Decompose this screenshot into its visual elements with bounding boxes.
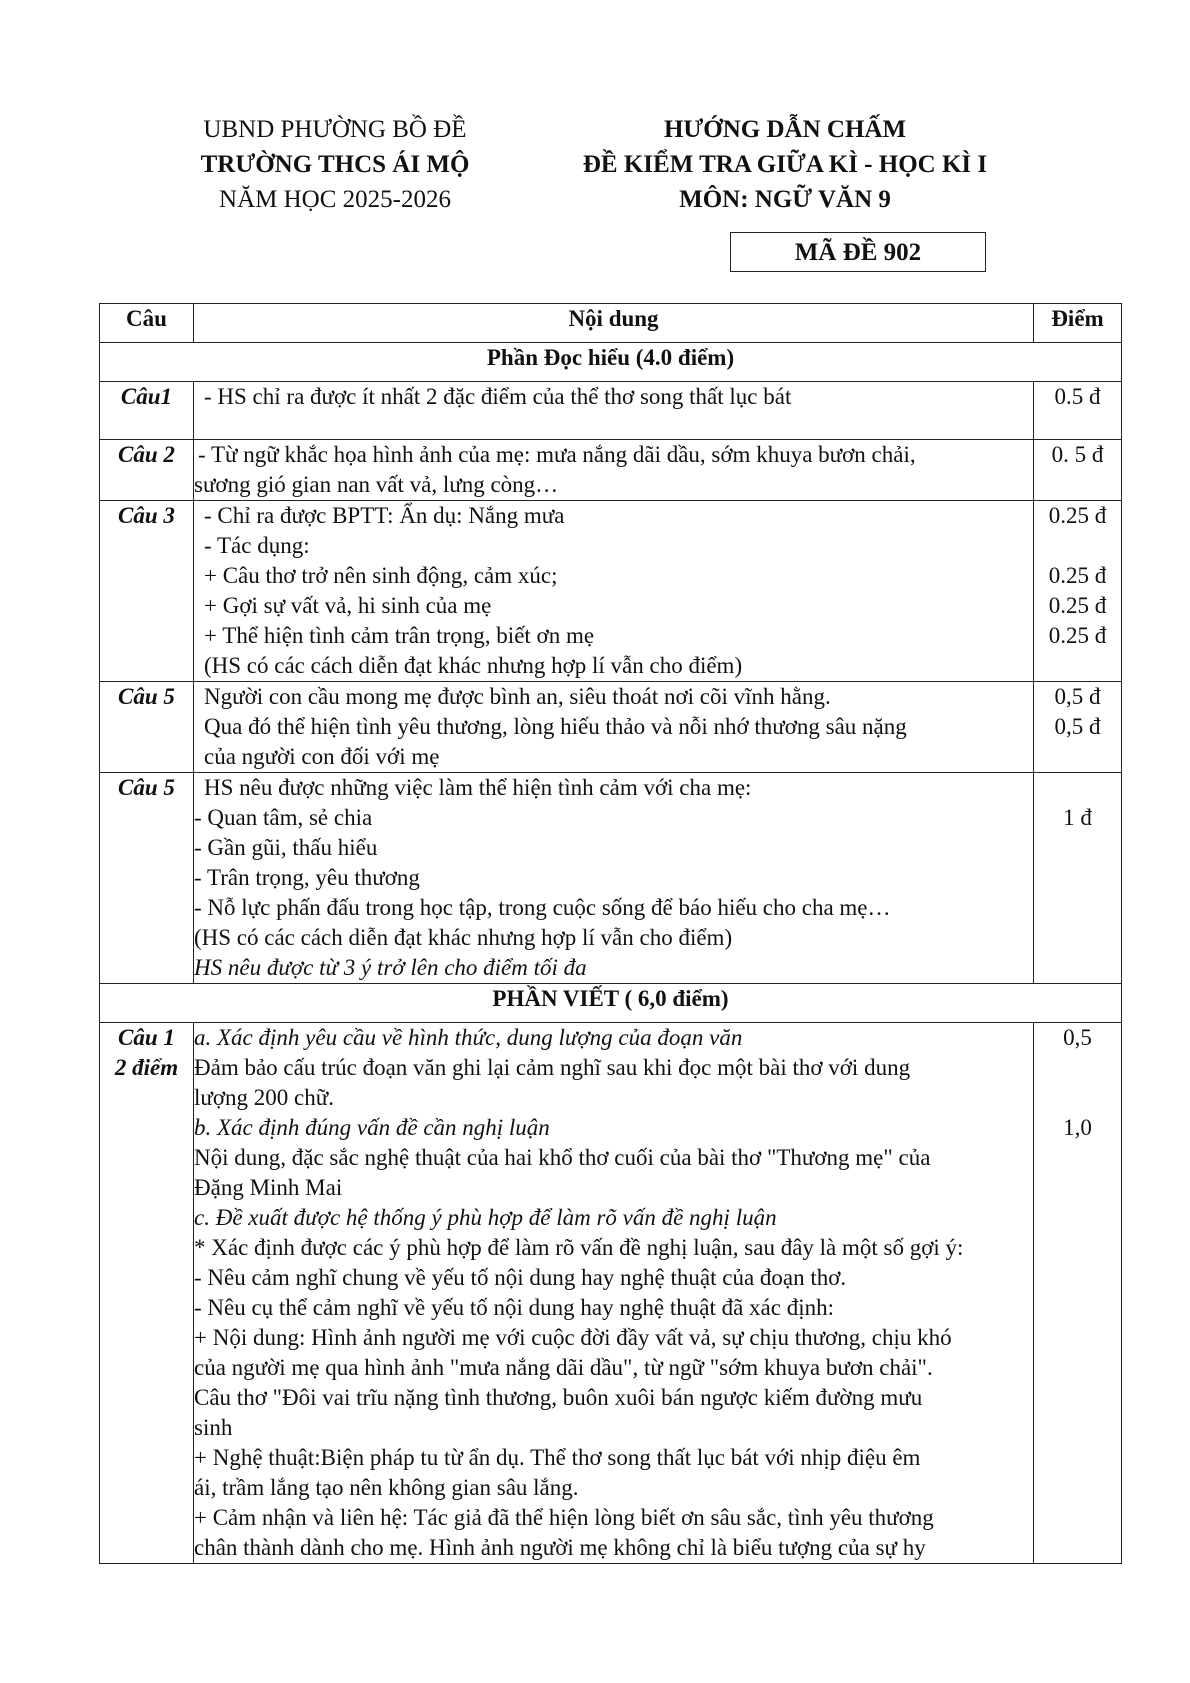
content-line: - Nêu cảm nghĩ chung về yếu tố nội dung hay nghệ thuật của đoạn thơ.: [194, 1265, 847, 1290]
content-line: sinh: [194, 1415, 233, 1440]
points-cell: [1034, 382, 1122, 440]
points-value: 0. 5 đ: [1051, 442, 1104, 467]
content-line: ái, trầm lắng tạo nên không gian sâu lắng.: [194, 1475, 579, 1500]
table-header-row: [100, 304, 1122, 343]
content-line: a. Xác định yêu cầu về hình thức, dung lượng của đoạn văn: [194, 1025, 743, 1050]
content-line: của người mẹ qua hình ảnh "mưa nắng dãi dầu", từ ngữ "sớm khuya bươn chải".: [194, 1355, 933, 1380]
content-line: Qua đó thể hiện tình yêu thương, lòng hiếu thảo và nỗi nhớ thương sâu nặng: [204, 714, 907, 739]
content-line: chân thành dành cho mẹ. Hình ảnh người mẹ không chỉ là biểu tượng của sự hy: [194, 1535, 926, 1560]
answer-content: [194, 382, 1034, 440]
content-line: HS nêu được từ 3 ý trở lên cho điểm tối đa: [194, 955, 587, 980]
content-line: của người con đối với mẹ: [204, 744, 440, 769]
content-line: * Xác định được các ý phù hợp để làm rõ vấn đề nghị luận, sau đây là một số gợi ý:: [194, 1235, 964, 1260]
question-label: Câu1: [100, 382, 194, 440]
content-line: Nội dung, đặc sắc nghệ thuật của hai khổ thơ cuối của bài thơ "Thương mẹ" của: [194, 1145, 931, 1170]
answer-content: [194, 773, 1034, 984]
school-name: TRƯỜNG THCS ÁI MỘ: [200, 151, 470, 178]
points-value: 0.25 đ: [1048, 503, 1107, 528]
table-row: [100, 382, 1122, 440]
exam-title: ĐỀ KIỂM TRA GIỮA KÌ - HỌC KÌ I: [582, 151, 988, 178]
question-label: [100, 1023, 194, 1564]
content-line: (HS có các cách diễn đạt khác nhưng hợp lí vẫn cho điểm): [204, 653, 743, 678]
content-line: - HS chỉ ra được ít nhất 2 đặc điểm của thể thơ song thất lục bát: [204, 384, 792, 409]
points-cell: [1034, 440, 1122, 501]
points-value: 0.5 đ: [1054, 384, 1101, 409]
table-row: [100, 501, 1122, 682]
question-number: Câu 1: [118, 1025, 175, 1050]
subject-title: MÔN: NGỮ VĂN 9: [679, 186, 891, 213]
doc-title: HƯỚNG DẪN CHẤM: [663, 116, 907, 143]
points-value: 0.25 đ: [1048, 623, 1107, 648]
points-value: 1 đ: [1063, 805, 1092, 830]
content-line: Người con cầu mong mẹ được bình an, siêu thoát nơi cõi vĩnh hằng.: [204, 684, 831, 709]
content-line: + Nội dung: Hình ảnh người mẹ với cuộc đời đầy vất vả, sự chịu thương, chịu khó: [194, 1325, 952, 1350]
points-cell: [1034, 682, 1122, 773]
content-line: lượng 200 chữ.: [194, 1085, 334, 1110]
content-line: + Thể hiện tình cảm trân trọng, biết ơn mẹ: [204, 623, 595, 648]
points-value: 1,0: [1063, 1115, 1092, 1140]
section-writing-title: PHẦN VIẾT ( 6,0 điểm): [100, 984, 1122, 1023]
table-row: [100, 773, 1122, 984]
content-line: HS nêu được những việc làm thể hiện tình cảm với cha mẹ:: [204, 775, 752, 800]
header-left: [150, 112, 520, 217]
question-points: 2 điểm: [114, 1055, 179, 1080]
question-label: Câu 5: [100, 773, 194, 984]
section-reading-title: Phần Đọc hiểu (4.0 điểm): [100, 343, 1122, 382]
points-value: 0,5 đ: [1054, 714, 1101, 739]
content-line: - Trân trọng, yêu thương: [194, 865, 420, 890]
content-line: - Nêu cụ thể cảm nghĩ về yếu tố nội dung hay nghệ thuật đã xác định:: [194, 1295, 834, 1320]
content-line: sương gió gian nan vất vả, lưng còng…: [194, 472, 559, 497]
school-year: NĂM HỌC 2025-2026: [219, 186, 451, 213]
table-row: [100, 682, 1122, 773]
content-line: Đặng Minh Mai: [194, 1175, 343, 1200]
question-label: Câu 3: [100, 501, 194, 682]
answer-content: [194, 440, 1034, 501]
question-label: Câu 2: [100, 440, 194, 501]
answer-content: [194, 682, 1034, 773]
points-value: [1034, 1083, 1121, 1113]
col-header-content: Nội dung: [194, 304, 1034, 343]
content-line: - Từ ngữ khắc họa hình ảnh của mẹ: mưa nắng dãi dầu, sớm khuya bươn chải,: [198, 442, 916, 467]
table-row: [100, 1023, 1122, 1564]
content-line: + Gợi sự vất vả, hi sinh của mẹ: [204, 593, 492, 618]
content-line: + Câu thơ trở nên sinh động, cảm xúc;: [204, 563, 558, 588]
content-line: Đảm bảo cấu trúc đoạn văn ghi lại cảm nghĩ sau khi đọc một bài thơ với dung: [194, 1055, 911, 1080]
content-line: c. Đề xuất được hệ thống ý phù hợp để làm rõ vấn đề nghị luận: [194, 1205, 777, 1230]
content-line: Câu thơ "Đôi vai trĩu nặng tình thương, buôn xuôi bán ngược kiếm đường mưu: [194, 1385, 923, 1410]
section-writing-row: [100, 984, 1122, 1023]
district-name: UBND PHƯỜNG BỒ ĐỀ: [203, 116, 467, 143]
col-header-question: Câu: [100, 304, 194, 343]
section-reading-row: [100, 343, 1122, 382]
points-value: [1034, 531, 1121, 561]
content-line: + Nghệ thuật:Biện pháp tu từ ẩn dụ. Thể thơ song thất lục bát với nhịp điệu êm: [194, 1445, 921, 1470]
content-line: + Cảm nhận và liên hệ: Tác giả đã thể hiện lòng biết ơn sâu sắc, tình yêu thương: [194, 1505, 934, 1530]
points-value: 0,5 đ: [1054, 684, 1101, 709]
points-value: 0.25 đ: [1048, 563, 1107, 588]
content-line: - Nỗ lực phấn đấu trong học tập, trong cuộc sống để báo hiếu cho cha mẹ…: [194, 895, 891, 920]
points-cell: [1034, 501, 1122, 682]
points-value: [1034, 1053, 1121, 1083]
exam-code-box: MÃ ĐỀ 902: [730, 232, 986, 272]
header-right: [545, 112, 1025, 217]
content-line: b. Xác định đúng vấn đề cần nghị luận: [194, 1115, 550, 1140]
points-value: 0,5: [1063, 1025, 1092, 1050]
points-value: 0.25 đ: [1048, 593, 1107, 618]
answer-content: [194, 501, 1034, 682]
content-line: - Tác dụng:: [204, 533, 310, 558]
grading-table: [99, 303, 1122, 1564]
question-label: Câu 5: [100, 682, 194, 773]
content-line: - Chỉ ra được BPTT: Ẩn dụ: Nắng mưa: [204, 503, 565, 528]
content-line: (HS có các cách diễn đạt khác nhưng hợp lí vẫn cho điểm): [194, 925, 733, 950]
content-line: - Quan tâm, sẻ chia: [194, 805, 373, 830]
answer-content: [194, 1023, 1034, 1564]
col-header-points: Điểm: [1034, 304, 1122, 343]
points-cell: [1034, 1023, 1122, 1564]
points-cell: [1034, 773, 1122, 984]
table-row: [100, 440, 1122, 501]
points-value: [1034, 773, 1121, 803]
content-line: - Gần gũi, thấu hiểu: [194, 835, 378, 860]
